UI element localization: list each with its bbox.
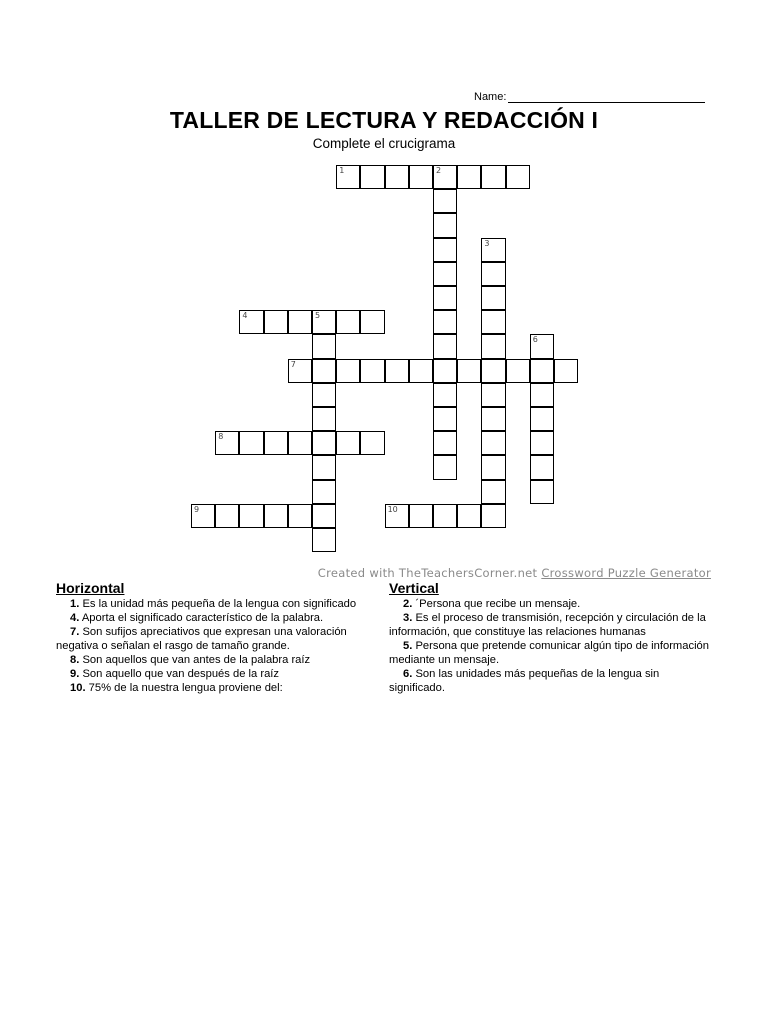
grid-cell[interactable] [506,165,530,189]
grid-cell[interactable] [433,310,457,334]
grid-cell[interactable] [360,431,384,455]
grid-cell[interactable] [312,310,336,334]
clue-item-number: 7. [70,626,80,638]
down-heading: Vertical [389,580,439,596]
grid-cell[interactable] [433,334,457,358]
grid-cell[interactable] [360,310,384,334]
clue-item [56,653,381,667]
grid-cell[interactable] [312,455,336,479]
grid-cell[interactable] [433,165,457,189]
grid-cell[interactable] [481,455,505,479]
grid-cell[interactable] [481,286,505,310]
grid-cell[interactable] [264,310,288,334]
grid-cell[interactable] [288,504,312,528]
clue-number: 2 [436,166,442,175]
clue-number: 3 [484,238,490,248]
grid-cell[interactable] [312,480,336,504]
grid-cell[interactable] [360,165,384,189]
grid-cell[interactable] [433,359,457,383]
grid-cell[interactable] [433,455,457,479]
across-clues [56,580,381,695]
clue-item-text: ´Persona que recibe un mensaje. [412,598,581,610]
grid-cell[interactable] [506,359,530,383]
across-heading: Horizontal [56,580,125,596]
grid-cell[interactable] [312,504,336,528]
grid-cell[interactable] [360,359,384,383]
clue-item-number: 9. [70,668,80,680]
grid-cell[interactable] [385,165,409,189]
grid-cell[interactable] [264,504,288,528]
grid-cell[interactable] [433,383,457,407]
clue-item-number: 3. [403,612,413,624]
grid-cell[interactable] [530,431,554,455]
credit-prefix: Created with TheTeachersCorner.net [317,566,542,580]
clue-number: 8 [218,432,224,442]
clue-item [389,597,714,611]
grid-cell[interactable] [409,359,433,383]
clue-item-number: 5. [403,640,413,652]
grid-cell[interactable] [433,238,457,262]
grid-cell[interactable] [530,383,554,407]
grid-cell[interactable] [288,359,312,383]
grid-cell[interactable] [215,504,239,528]
grid-cell[interactable] [191,504,215,528]
clue-item-number: 10. [70,682,86,694]
grid-cell[interactable] [312,334,336,358]
grid-cell[interactable] [433,213,457,237]
clue-item-text: Persona que pretende comunicar algún tipo de información mediante un mensaje. [389,640,709,666]
grid-cell[interactable] [530,455,554,479]
clue-item-text: Aporta el significado característico de la palabra. [79,612,324,624]
grid-cell[interactable] [409,504,433,528]
clue-item-text: Son aquellos que van antes de la palabra raíz [79,654,311,666]
grid-cell[interactable] [481,480,505,504]
grid-cell[interactable] [312,359,336,383]
grid-cell[interactable] [215,431,239,455]
clue-number: 5 [315,311,321,321]
name-label: Name: [474,91,507,103]
grid-cell[interactable] [481,262,505,286]
grid-cell[interactable] [336,165,360,189]
grid-cell[interactable] [433,286,457,310]
clue-item-number: 1. [70,598,80,610]
clue-item-text: Son sufijos apreciativos que expresan una valoración negativa o señalan el rasgo de tamaño grande. [56,626,347,652]
clue-item-text: Son aquello que van después de la raíz [79,668,279,680]
grid-cell[interactable] [457,359,481,383]
clue-item-number: 6. [403,668,413,680]
grid-cell[interactable] [433,189,457,213]
grid-cell[interactable] [336,359,360,383]
grid-cell[interactable] [481,165,505,189]
grid-cell[interactable] [481,407,505,431]
clue-item-text: Es el proceso de transmisión, recepción y circulación de la información, que constituye las relaciones humanas [389,612,706,638]
grid-cell[interactable] [288,431,312,455]
grid-cell[interactable] [481,431,505,455]
down-clues [389,580,714,695]
grid-cell[interactable] [554,359,578,383]
grid-cell[interactable] [530,359,554,383]
grid-cell[interactable] [433,407,457,431]
clue-item-number: 8. [70,654,80,666]
grid-cell[interactable] [433,431,457,455]
clue-item [56,667,381,681]
grid-cell[interactable] [481,310,505,334]
credit-line [318,566,711,580]
clue-number: 7 [290,359,296,369]
credit-link[interactable]: Crossword Puzzle Generator [541,566,711,580]
clue-number: 4 [242,311,248,321]
grid-cell[interactable] [239,310,263,334]
clue-item [389,611,714,639]
grid-cell[interactable] [409,165,433,189]
grid-cell[interactable] [312,407,336,431]
clue-item-text: 75% de la nuestra lengua proviene del: [85,682,283,694]
clue-number: 1 [339,166,345,175]
clue-item-number: 2. [403,598,413,610]
grid-cell[interactable] [336,431,360,455]
grid-cell[interactable] [481,504,505,528]
grid-cell[interactable] [481,238,505,262]
grid-cell[interactable] [530,480,554,504]
clue-item [389,667,714,695]
clue-item [56,597,381,611]
grid-cell[interactable] [530,334,554,358]
clue-item-text: Son las unidades más pequeñas de la lengua sin significado. [389,668,660,694]
page-subtitle: Complete el crucigrama [312,136,456,151]
clue-item [56,681,381,695]
clue-item [56,611,381,625]
grid-cell[interactable] [457,504,481,528]
grid-cell[interactable] [481,383,505,407]
grid-cell[interactable] [312,431,336,455]
page-title: TALLER DE LECTURA Y REDACCIÓN I [169,107,599,133]
grid-cell[interactable] [385,504,409,528]
grid-cell[interactable] [530,407,554,431]
grid-cell[interactable] [312,528,336,552]
grid-cell[interactable] [457,165,481,189]
grid-cell[interactable] [288,310,312,334]
grid-cell[interactable] [312,383,336,407]
grid-cell[interactable] [239,504,263,528]
grid-cell[interactable] [385,359,409,383]
grid-cell[interactable] [433,262,457,286]
grid-cell[interactable] [264,431,288,455]
clue-item [56,625,381,653]
grid-cell[interactable] [481,334,505,358]
clue-number: 9 [194,504,200,514]
clue-number: 10 [387,504,398,514]
grid-cell[interactable] [336,310,360,334]
grid-cell[interactable] [481,359,505,383]
clue-number: 6 [532,335,538,345]
clue-item-text: Es la unidad más pequeña de la lengua con significado [79,598,357,610]
grid-cell[interactable] [433,504,457,528]
grid-cell[interactable] [239,431,263,455]
clue-item-number: 4. [70,612,80,624]
clue-item [389,639,714,667]
